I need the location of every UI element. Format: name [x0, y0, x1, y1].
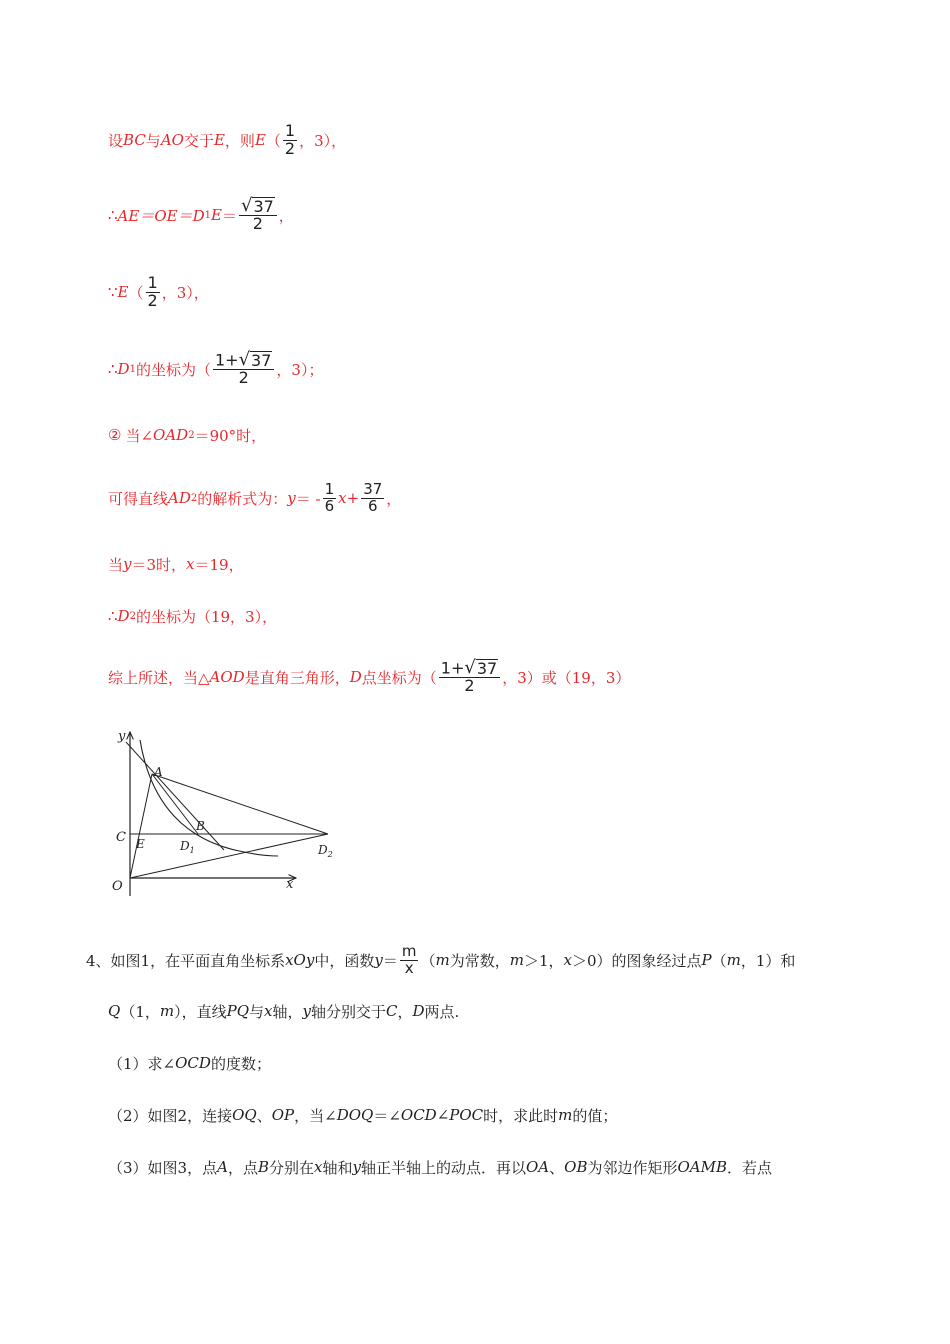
fraction-1-plus-sqrt37-over-2: 1+ √ 37 2 — [213, 351, 274, 387]
label-x: x — [286, 877, 294, 892]
fraction-m-over-x: $\frac{m}{x}$ — [401, 941, 417, 977]
q4-part-2: （2）如图2，连接 OQ 、 OP ，当∠ DOQ ＝∠ OCD ∠ POC 时，求此时 m 的值； — [108, 1106, 618, 1125]
label-e: E — [136, 837, 145, 851]
fraction-one-half: $\frac{1}{2}$ — [284, 120, 296, 158]
label-y: y — [118, 729, 126, 744]
fraction-37-sixths: $\frac{37}{6}$ — [363, 479, 383, 515]
fraction-1-plus-sqrt37-over-2: 1+ √ 37 2 — [439, 659, 500, 695]
label-b: B — [196, 819, 205, 833]
solution-line-1: 设 BC 与 AO 交于 E ，则 E （ $\frac{1}{2}$ ，3）， — [108, 120, 347, 158]
label-c: C — [116, 830, 126, 845]
solution-line-3: ∵ E （ $\frac{1}{2}$ ，3）， — [108, 272, 209, 310]
line-o-a — [130, 774, 152, 878]
q4-line-2: Q （1， m ），直线 PQ 与 x 轴， y 轴分别交于 C ， D 两点. — [108, 1002, 460, 1021]
label-o: O — [112, 879, 123, 894]
solution-line-5: ② 当∠ OAD 2 ＝90°时， — [108, 426, 267, 445]
solution-line-9-conclusion: 综上所述，当△ AOD 是直角三角形， D 点坐标为（ 1+ √ 37 2 ，3）或（19，3） — [108, 657, 631, 696]
line-o-d2 — [130, 834, 328, 878]
solution-line-7: 当 y ＝3时， x ＝19， — [108, 555, 244, 574]
solution-line-8: ∴ D 2 的坐标为（19，3）， — [108, 607, 278, 626]
geometry-figure — [104, 726, 344, 902]
q4-line-1: 4、如图1，在平面直角坐标系 xOy 中，函数 y ＝ $\frac{m}{x}$ （ m 为常数， m ＞1， x ＞0）的图象经过点 P （ m ，1）和 — [86, 941, 796, 977]
fraction-one-sixth: $\frac{1}{6}$ — [324, 479, 335, 515]
label-d1: $D_1$ — [180, 839, 195, 855]
solution-line-4: ∴ D 1 的坐标为（ 1+ √ 37 2 ，3）； — [108, 349, 324, 388]
line-a-d2 — [152, 774, 328, 834]
q4-part-3: （3）如图3，点 A ，点 B 分别在 x 轴和 y 轴正半轴上的动点．再以 OA 、 OB 为邻边作矩形 OAMB ．若点 — [108, 1158, 773, 1177]
label-a: A — [154, 765, 163, 779]
solution-line-6: 可得直线 AD 2 的解析式为： y ＝ - $\frac{1}{6}$ x + $\frac{37}{6}$ ， — [108, 479, 402, 515]
q4-part-1: （1）求∠ OCD 的度数； — [108, 1054, 271, 1073]
hyperbola-curve — [140, 740, 278, 856]
fraction-sqrt37-over-2: √ 37 2 — [239, 197, 277, 233]
fraction-one-half: $\frac{1}{2}$ — [147, 272, 158, 310]
line-a-d1 — [152, 774, 198, 834]
label-d2: $D_2$ — [318, 843, 333, 859]
solution-line-2: ∴ AE＝OE＝D 1 E ＝ √ 37 2 ， — [108, 195, 294, 234]
